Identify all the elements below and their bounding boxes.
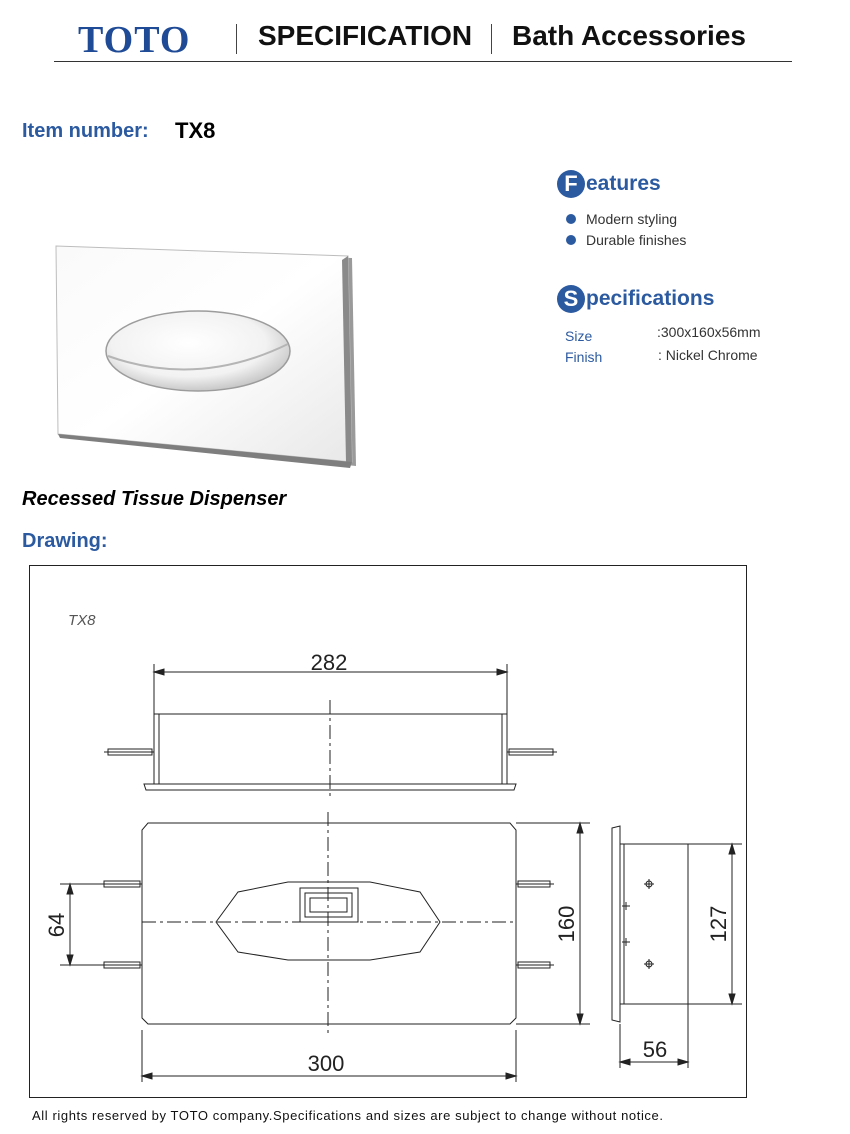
- spec-finish-label: Finish: [565, 349, 603, 365]
- feature-text: Modern styling: [586, 210, 678, 227]
- dim-top-width: 282: [310, 650, 348, 675]
- product-photo: [50, 240, 360, 472]
- technical-drawing: [29, 565, 747, 1098]
- features-title: eatures: [586, 172, 661, 195]
- bullet-icon: [566, 235, 576, 245]
- feature-text: Durable finishes: [586, 231, 687, 248]
- item-number-label: Item number:: [22, 120, 149, 142]
- dim-height: 160: [554, 905, 579, 943]
- dim-depth: 56: [642, 1037, 668, 1062]
- header-rule: [54, 61, 792, 62]
- product-name: Recessed Tissue Dispenser: [22, 488, 287, 510]
- header-category: Bath Accessories: [512, 20, 746, 51]
- list-item: [566, 208, 686, 229]
- dim-screw-spacing: 64: [44, 912, 69, 938]
- spec-finish-value: : Nickel Chrome: [658, 347, 758, 363]
- list-item: [566, 229, 686, 250]
- dim-bottom-width: 300: [307, 1051, 345, 1076]
- features-heading: [557, 170, 661, 198]
- spec-size-value: :300x160x56mm: [657, 324, 761, 340]
- drawing-model-label: TX8: [68, 612, 96, 629]
- features-initial: F: [557, 170, 585, 198]
- item-number-value: TX8: [175, 118, 216, 143]
- specifications-title: pecifications: [586, 287, 715, 310]
- specifications-initial: S: [557, 285, 585, 313]
- header-divider: [491, 24, 492, 54]
- spec-size-label: Size: [565, 328, 593, 344]
- header-title: SPECIFICATION: [258, 20, 473, 51]
- header-divider: [236, 24, 237, 54]
- specifications-heading: [557, 285, 714, 313]
- features-list: [566, 208, 686, 250]
- dim-side-height: 127: [706, 905, 731, 943]
- footer-notice: All rights reserved by TOTO company.Specifications and sizes are subject to change without notice.: [32, 1108, 664, 1123]
- drawing-label: Drawing:: [22, 530, 108, 552]
- bullet-icon: [566, 214, 576, 224]
- toto-logo: TOTO: [78, 19, 191, 61]
